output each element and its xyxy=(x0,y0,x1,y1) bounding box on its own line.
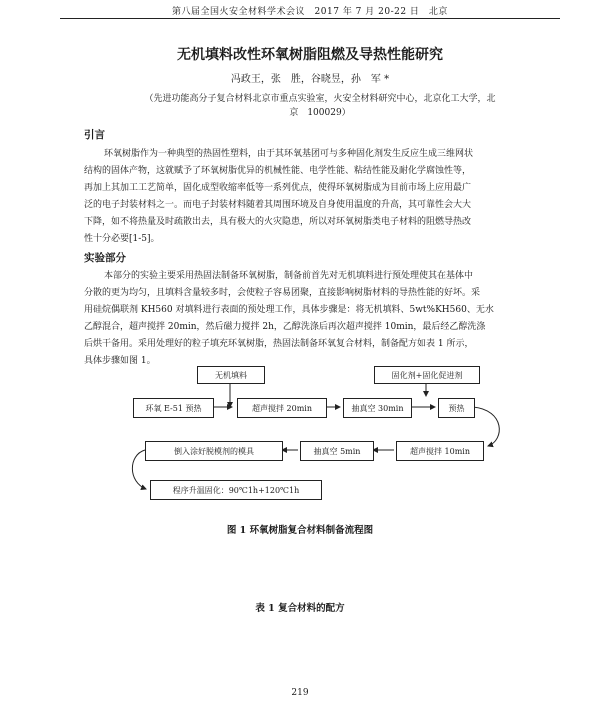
affiliation-line-2: 京 100029） xyxy=(289,108,351,118)
intro-line-4: 泛的电子封装材料之一。而电子封装材料随着其周围环境及自身使用温度的升高，其可靠性会大大 xyxy=(84,200,472,210)
flow-box-filler: 无机填料 xyxy=(197,366,265,384)
experiment-line-6: 具体步骤如图 1。 xyxy=(84,356,156,366)
header-rule xyxy=(60,18,560,19)
running-header: 第八届全国火安全材料学术会议 2017 年 7 月 20-22 日 北京 xyxy=(172,7,448,17)
intro-line-5: 下降，如不将热量及时疏散出去，具有极大的火灾隐患，所以对环氧树脂类电子材料的阻燃导热改 xyxy=(84,217,472,227)
page-number: 219 xyxy=(291,688,309,698)
flow-box-program-curing: 程序升温固化：90℃1h+120℃1h xyxy=(150,480,322,500)
arrow-preheat-to-ultra2 xyxy=(473,407,499,446)
experiment-heading: 实验部分 xyxy=(84,252,126,264)
affiliation-line-1: （先进功能高分子复合材料北京市重点实验室，火安全材料研究中心，北京化工大学，北 xyxy=(144,94,496,104)
paper-title: 无机填料改性环氧树脂阻燃及导热性能研究 xyxy=(177,47,443,63)
figure-caption: 图 1 环氧树脂复合材料制备流程图 xyxy=(226,525,374,536)
intro-heading: 引言 xyxy=(84,129,105,141)
flow-box-preheat: 预热 xyxy=(438,398,475,418)
author-list: 冯政王，张 胜，谷晓昱，孙 军 * xyxy=(230,74,390,85)
experiment-line-5: 后烘干备用。采用处理好的粒子填充环氧树脂，热固法制备环氧复合材料，制备配方如表 1 所示， xyxy=(84,339,474,349)
affiliation xyxy=(100,92,540,120)
experiment-line-2: 分散的更为均匀，且填料含量较多时，会使粒子容易团聚，直接影响树脂材料的导热性能的好坏。采 xyxy=(84,288,481,298)
flow-box-ultrasonic-10: 超声搅拌 10min xyxy=(396,441,484,461)
flow-box-epoxy-preheat: 环氧 E-51 预热 xyxy=(133,398,214,418)
flow-box-curing-agent: 固化剂+固化促进剂 xyxy=(374,366,480,384)
intro-line-2: 结构的固体产物，这就赋予了环氧树脂优异的机械性能、电学性能、粘结性能及耐化学腐蚀性等， xyxy=(84,166,472,176)
flow-box-ultrasonic-20: 超声搅拌 20min xyxy=(237,398,327,418)
experiment-line-4: 乙醇混合，超声搅拌 20min，然后磁力搅拌 2h，乙醇洗涤后再次超声搅拌 10min，最后经乙醇洗涤 xyxy=(84,322,486,332)
flow-box-vacuum-5: 抽真空 5min xyxy=(300,441,374,461)
flow-box-vacuum-30: 抽真空 30min xyxy=(343,398,412,418)
experiment-line-3: 用硅烷偶联剂 KH560 对填料进行表面的预处理工作，具体步骤是：将无机填料、5wt%KH560、无水 xyxy=(84,305,494,315)
experiment-line-1: 本部分的实验主要采用热固法制备环氧树脂，制备前首先对无机填料进行预处理使其在基体中 xyxy=(104,271,474,281)
intro-line-3: 再加上其加工工艺简单，固化成型收缩率低等一系列优点，使得环氧树脂成为目前市场上应用最广 xyxy=(84,183,472,193)
table-caption: 表 1 复合材料的配方 xyxy=(255,603,345,614)
intro-line-6: 性十分必要[1-5]。 xyxy=(84,234,160,244)
flow-box-mold: 倒入涂好脱模剂的模具 xyxy=(145,441,283,461)
arrow-mold-to-program xyxy=(132,450,146,489)
intro-line-1: 环氧树脂作为一种典型的热固性塑料，由于其环氧基团可与多种固化剂发生反应生成三维网状 xyxy=(104,149,474,159)
